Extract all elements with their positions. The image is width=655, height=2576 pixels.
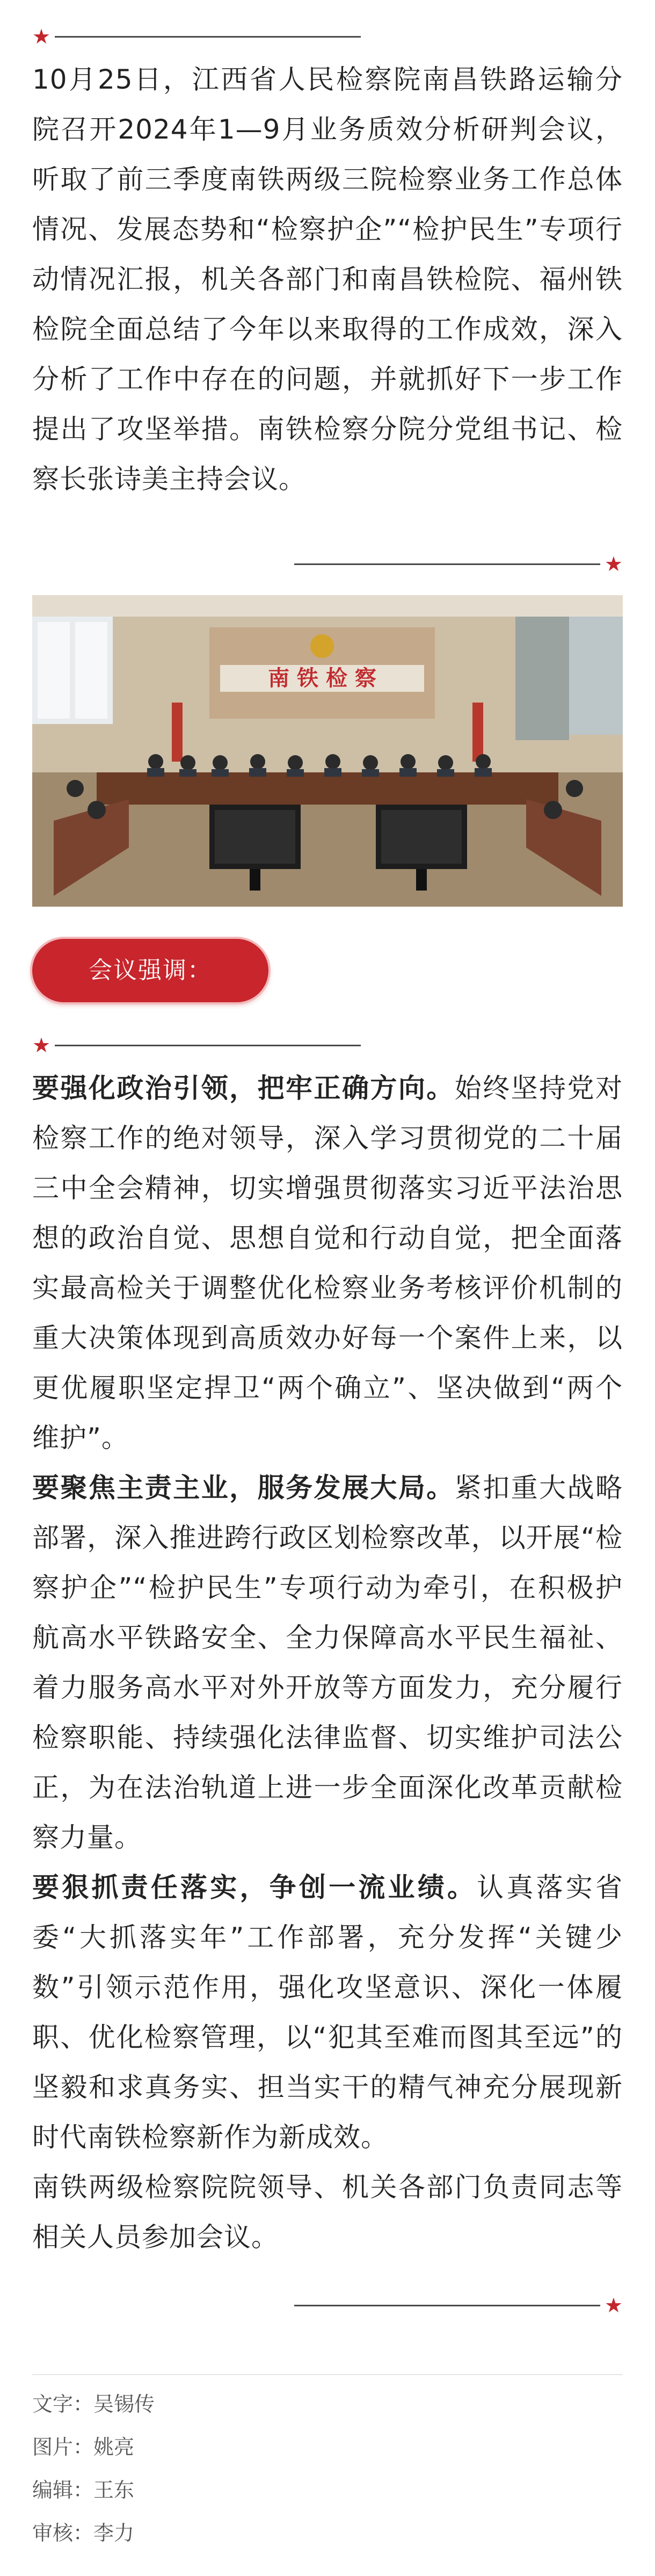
star-icon: ★ xyxy=(32,1033,51,1057)
point-1-heading: 要强化政治引领，把牢正确方向。 xyxy=(32,1073,455,1104)
banner-text: 南 铁 检 察 xyxy=(268,666,376,691)
divider-line xyxy=(294,2305,600,2306)
point-3-paragraph xyxy=(32,1863,623,2162)
point-2-paragraph xyxy=(32,1463,623,1863)
intro-paragraph: 10月25日，江西省人民检察院南昌铁路运输分院召开2024年1—9月业务质效分析研判会议，听取了前三季度南铁两级三院检察业务工作总体情况、发展态势和“检察护企”“检护民生”专项行动情况汇报，机关各部门和南昌铁检院、福州铁检院全面总结了今年以来取得的工作成效，深入分析了工作中存在的问题，并就抓好下一步工作提出了攻坚举措。南铁检察分院分党组书记、检察长张诗美主持会议。 xyxy=(32,64,623,495)
credit-value: 李力 xyxy=(93,2521,135,2545)
credit-writer xyxy=(32,2391,155,2417)
credit-label: 审核： xyxy=(32,2521,94,2545)
section-title-badge xyxy=(32,939,268,1002)
star-icon: ★ xyxy=(604,2293,623,2317)
closing-divider xyxy=(290,2295,623,2316)
meeting-photo-illustration xyxy=(32,595,623,907)
points-divider xyxy=(32,1034,365,1056)
divider-line xyxy=(55,36,361,38)
credit-value: 吴锡传 xyxy=(93,2392,155,2416)
credit-editor xyxy=(32,2477,134,2503)
meeting-photo xyxy=(32,595,623,907)
point-2-body: 紧扣重大战略部署，深入推进跨行政区划检察改革，以开展“检察护企”“检护民生”专项行动为牵引，在积极护航高水平铁路安全、全力保障高水平民生福祉、着力服务高水平对外开放等方面发力，充分履行检察职能、持续强化法律监督、切实维护司法公正，为在法治轨道上进一步全面深化改革贡献检察力量。 xyxy=(32,1472,623,1853)
credit-photo xyxy=(32,2434,134,2460)
point-1-body: 始终坚持党对检察工作的绝对领导，深入学习贯彻党的二十届三中全会精神，切实增强贯彻落实习近平法治思想的政治自觉、思想自觉和行动自觉，把全面落实最高检关于调整优化检察业务考核评价机制的重大决策体现到高质效办好每一个案件上来，以更优履职坚定捍卫“两个确立”、坚决做到“两个维护”。 xyxy=(32,1073,623,1453)
point-2-heading: 要聚焦主责主业，服务发展大局。 xyxy=(32,1472,455,1503)
point-3-body: 认真落实省委“大抓落实年”工作部署，充分发挥“关键少数”引领示范作用，强化攻坚意识、深化一体履职、优化检察管理，以“犯其至难而图其至远”的坚毅和求真务实、担当实干的精气神充分展现新时代南铁检察新作为新成效。 xyxy=(32,1872,623,2153)
credit-label: 图片： xyxy=(32,2435,94,2459)
point-1-paragraph xyxy=(32,1063,623,1463)
credit-label: 文字： xyxy=(32,2392,94,2416)
top-divider xyxy=(32,26,365,47)
star-icon: ★ xyxy=(604,552,623,576)
credit-reviewer xyxy=(32,2520,134,2546)
closing-paragraph: 南铁两级检察院院领导、机关各部门负责同志等相关人员参加会议。 xyxy=(32,2172,623,2253)
footer-rule xyxy=(32,2374,623,2375)
star-icon: ★ xyxy=(32,25,51,48)
credit-value: 姚亮 xyxy=(93,2435,135,2459)
divider-line xyxy=(294,563,600,565)
point-3-heading: 要狠抓责任落实，争创一流业绩。 xyxy=(32,1872,477,1903)
intro-end-divider xyxy=(290,553,623,575)
section-title: 会议强调： xyxy=(89,957,212,984)
credit-value: 王东 xyxy=(93,2478,135,2502)
credit-label: 编辑： xyxy=(32,2478,94,2502)
divider-line xyxy=(55,1045,361,1046)
